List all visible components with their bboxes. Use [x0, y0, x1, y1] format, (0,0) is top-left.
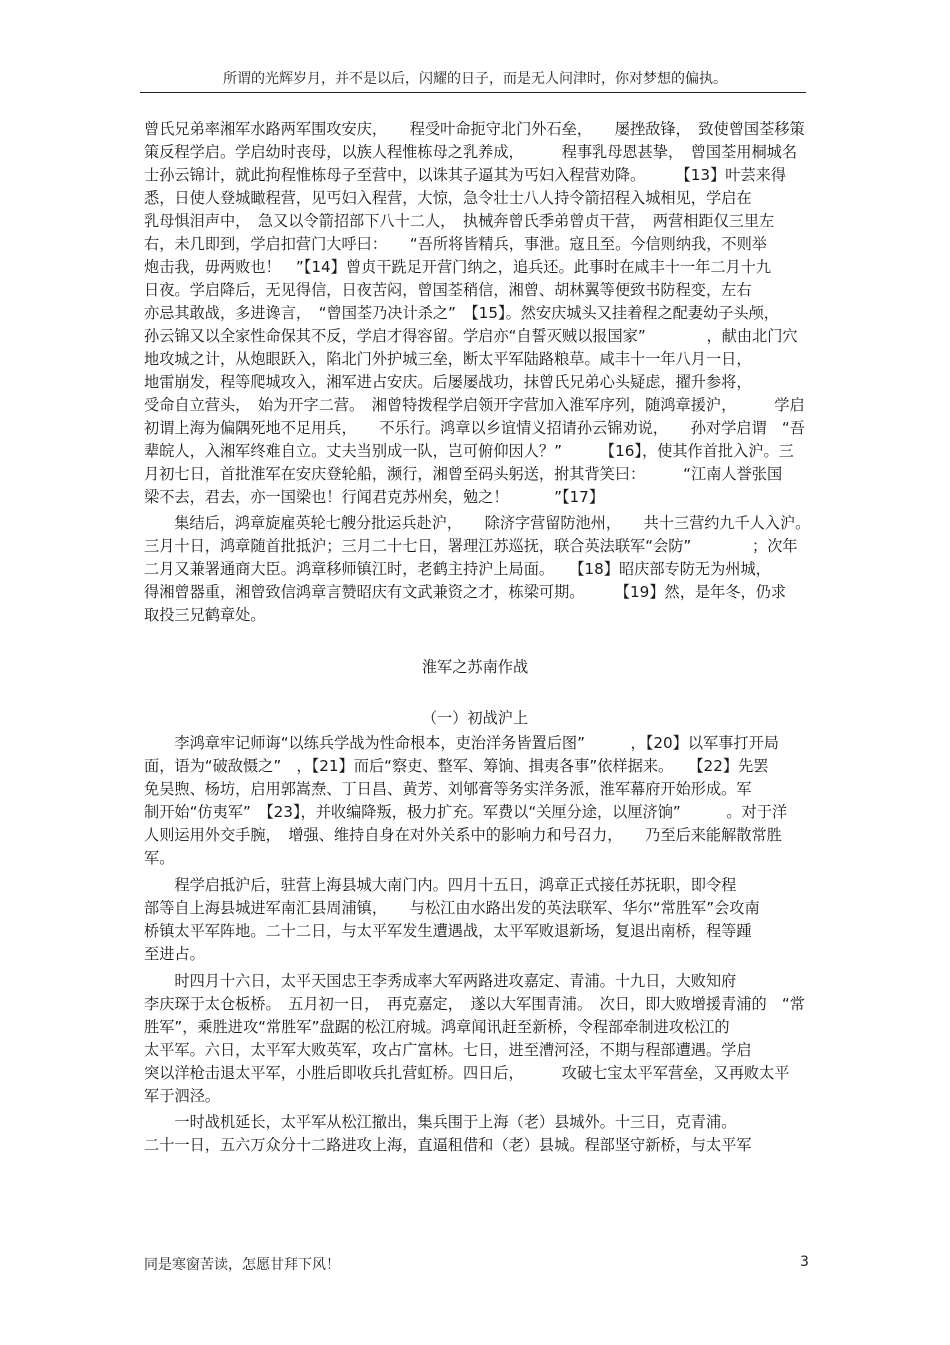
text-line: 地攻城之计，从炮眼跃入，陷北门外护城三垒，断太平军陆路粮草。咸丰十一年八月一日， — [144, 350, 752, 368]
text-line: 曾氏兄弟率湘军水路两军围攻安庆， 程受叶命扼守北门外石垒， 屡挫敌锋， 致使曾国荃移策 — [144, 120, 805, 138]
text-line: 乳母惧泪声中， 急又以令箭招部下八十二人， 执械奔曾氏季弟曾贞干营， 两营相距仅三里左 — [144, 212, 775, 230]
text-line: 免吴煦、杨坊，启用郭嵩焘、丁日昌、黄芳、刘郇膏等务实洋务派，淮军幕府开始形成。军 — [144, 780, 752, 798]
text-line: 李鸿章牢记师诲“以练兵学战为性命根本，吏治洋务皆置后图” ，【20】以军事打开局 — [144, 734, 779, 752]
section-title: 淮军之苏南作战 — [421, 658, 529, 676]
text-line: 日夜。学启降后，无见得信，日夜苦闷，曾国荃稍信，湘曾、胡林翼等便致书防程变，左右 — [144, 281, 752, 299]
text-line: 三月十日，鸿章随首批抵沪；三月二十七日，署理江苏巡抚，联合英法联军“会防” ；次年 — [144, 537, 798, 555]
text-line: 胜军”，乘胜进攻“常胜军”盘踞的松江府城。鸿章闻讯赶至新桥，令程部牵制进攻松江的 — [144, 1018, 730, 1036]
footer-motto: 同是寒窗苦读，怎愿甘拜下风！ — [144, 1257, 340, 1273]
text-line: 亦忌其敢战，多进谗言， “曾国荃乃决计杀之” 【15】。然安庆城头又挂着程之配妻幼子头颅， — [144, 304, 779, 322]
text-line: 梁不去，君去，亦一国梁也！行闻君克苏州矣，勉之！ ”【17】 — [144, 488, 605, 506]
page-number: 3 — [800, 1254, 809, 1270]
text-line: 至进占。 — [144, 945, 205, 963]
text-line: 初谓上海为偏隅死地不足用兵， 不乐行。鸿章以乡谊情义招请孙云锦劝说， 孙对学启谓 “吾 — [144, 419, 805, 437]
text-line: 军于泗泾。 — [144, 1087, 220, 1105]
page-header-text: 所谓的光辉岁月，并不是以后，闪耀的日子，而是无人问津时，你对梦想的偏执。 — [223, 71, 727, 87]
text-line: 部等自上海县城进军南汇县周浦镇， 与松江由水路出发的英法联军、华尔“常胜军”会攻南 — [144, 899, 760, 917]
text-line: 右，未几即到，学启扣营门大呼曰： “吾所将皆精兵，事泄。寇且至。今信则纳我，不则举 — [144, 235, 767, 253]
header-divider — [140, 92, 806, 93]
text-line: 集结后，鸿章旋雇英轮七艘分批运兵赴沪， 除济字营留防池州， 共十三营约九千人入沪。 — [144, 514, 811, 532]
text-line: 二十一日，五六万众分十二路进攻上海，直逼租借和（老）县城。程部坚守新桥，与太平军 — [144, 1136, 752, 1154]
subsection-title: （一）初战沪上 — [421, 709, 529, 727]
text-line: 孙云锦又以全家性命保其不反，学启才得容留。学启亦“自誓灭贼以报国家” ，献由北门穴 — [144, 327, 798, 345]
text-line: 得湘曾器重，湘曾致信鸿章言赞昭庆有文武兼资之才，栋梁可期。 【19】然，是年冬，仍求 — [144, 583, 787, 601]
text-line: 突以洋枪击退太平军，小胜后即收兵扎营虹桥。四日后， 攻破七宝太平军营垒，又再败太平 — [144, 1064, 790, 1082]
text-line: 太平军。六日，太平军大败英军，攻占广富林。七日，进至漕河泾，不期与程部遭遇。学启 — [144, 1041, 752, 1059]
text-line: 策反程学启。学启幼时丧母，以族人程惟栋母之乳养成， 程事乳母恩甚挚， 曾国荃用桐城名 — [144, 143, 798, 161]
text-line: 人则运用外交手腕， 增强、维持自身在对外关系中的影响力和号召力， 乃至后来能解散常胜 — [144, 826, 782, 844]
text-line: 悉，日使人登城瞰程营，见丐妇入程营，大惊，急令壮士八人持令箭招程入城相见，学启在 — [144, 189, 752, 207]
text-line: 月初七日，首批淮军在安庆登轮船，濒行，湘曾至码头躬送，拊其背笑曰： “江南人誉张国 — [144, 465, 783, 483]
text-line: 二月又兼署通商大臣。鸿章移师镇江时，老鹤主持沪上局面。 【18】昭庆部专防无为州城， — [144, 560, 771, 578]
text-line: 士孙云锦计，就此拘程惟栋母子至营中，以诛其子逼其为丐妇入程营劝降。 【13】叶芸来得 — [144, 166, 787, 184]
text-line: 桥镇太平军阵地。二十二日，与太平军发生遭遇战，太平军败退新场，复退出南桥，程等踵 — [144, 922, 752, 940]
text-line: 炮击我，毋两败也！ ”【14】曾贞干跣足开营门纳之，追兵还。此事时在咸丰十一年二月十九 — [144, 258, 772, 276]
text-line: 李庆琛于太仓板桥。 五月初一日， 再克嘉定， 遂以大军围青浦。 次日，即大败增援青浦的 “常 — [144, 995, 805, 1013]
text-line: 时四月十六日，太平天国忠王李秀成率大军两路进攻嘉定、青浦。十九日，大败知府 — [144, 972, 737, 990]
text-line: 一时战机延长，太平军从松江撤出，集兵围于上海（老）县城外。十三日，克青浦。 — [144, 1113, 737, 1131]
text-line: 面，语为“破敌慑之” ，【21】而后“察吏、整军、筹饷、揖夷各事”依样据来。 【22】先罢 — [144, 757, 769, 775]
text-line: 程学启抵沪后，驻营上海县城大南门内。四月十五日，鸿章正式接任苏抚职，即令程 — [144, 876, 737, 894]
text-line: 制开始“仿夷军” 【23】，并收编降叛，极力扩充。军费以“关厘分途，以厘济饷” 。对于洋 — [144, 803, 788, 821]
text-line: 地雷崩发，程等爬城攻入，湘军进占安庆。后屡屡战功，抹曾氏兄弟心头疑虑，擢升参将， — [144, 373, 752, 391]
text-line: 受命自立营头， 始为开字二营。 湘曾特拨程学启领开字营加入淮军序列，随鸿章援沪， 学启 — [144, 396, 805, 414]
text-line: 辈皖人，入湘军终难自立。丈夫当别成一队，岂可俯仰因人？” 【16】，使其作首批入沪。三 — [144, 442, 794, 460]
text-line: 取投三兄鹤章处。 — [144, 606, 266, 624]
text-line: 军。 — [144, 849, 175, 867]
